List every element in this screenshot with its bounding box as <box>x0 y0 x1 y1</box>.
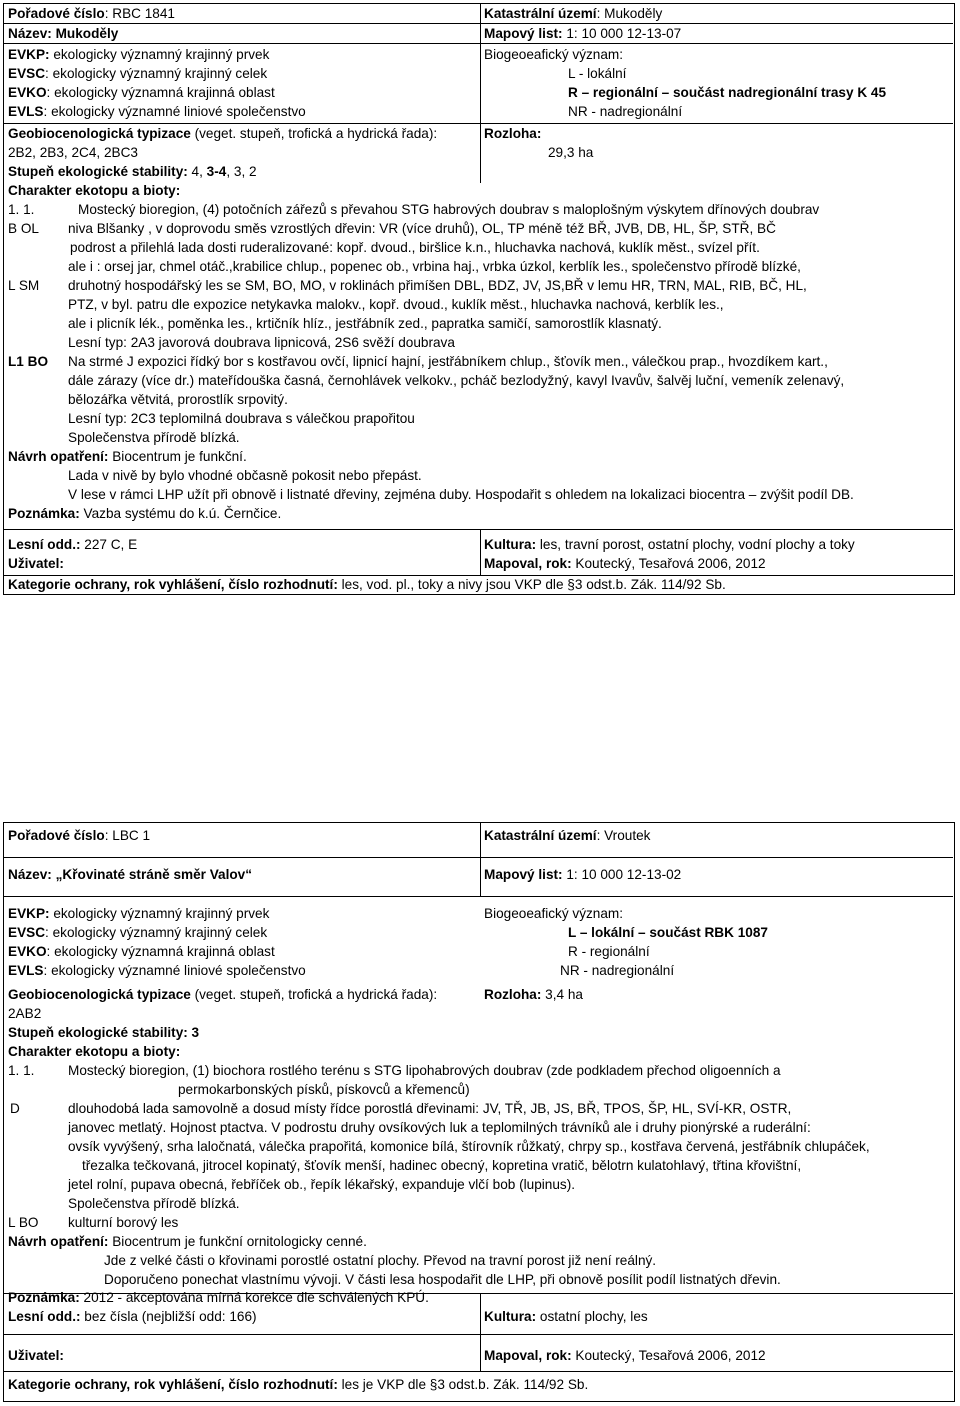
ecotope-code: L BO <box>8 1215 39 1230</box>
ecotope-code: L SM <box>8 278 40 293</box>
column-divider <box>480 1293 481 1371</box>
forest-unit: Lesní odd.: bez čísla (nejbližší odd: 166) <box>8 1309 257 1324</box>
typology-values: 2B2, 2B3, 2C4, 2BC3 <box>8 145 138 160</box>
ecotope-text: Společenstva přírodě blízká. <box>68 1196 240 1211</box>
ecotope-text: PTZ, v byl. patru dle expozice netykavka malokv., kopř. dvoud., kuklík měst., hluchavka nachová, kerblík les., <box>68 297 724 312</box>
evsc-line: EVSC: ekologicky významný krajinný celek <box>8 925 268 940</box>
ecotope-text: kulturní borový les <box>68 1215 179 1230</box>
land-use: Kultura: ostatní plochy, les <box>484 1309 648 1324</box>
evsc-line: EVSC: ekologicky významný krajinný celek <box>8 66 268 81</box>
typology-values: 2AB2 <box>8 1006 42 1021</box>
ecotope-text: janovec metlatý. Hojnost ptactva. V podrostu druhy ovsíkových luk a teplomilných trávníků ale i druhy pionýrské a ruderální: <box>68 1120 811 1135</box>
ecotope-text: niva Blšanky , v doprovodu směs vzrostlých dřevin: VR (více druhů), OL, TP méně též BŘ, JVB, DB, HL, ŠP, STŘ, BČ <box>68 221 776 236</box>
evls-line: EVLS: ekologicky významné liniové společenstvo <box>8 104 306 119</box>
evkp-line: EVKP: ekologicky významný krajinný prvek <box>8 906 270 921</box>
record-name: Název: Mukoděly <box>8 26 119 41</box>
ecotope-text: ale i plicník lék., poměnka les., krtičník hlíz., jestřábník zed., papratka samičí, samorostlík klasnatý. <box>68 316 662 331</box>
note: Poznámka: 2012 - akceptována mírná korekce dle schválených KPÚ. <box>8 1290 429 1305</box>
protection-category: Kategorie ochrany, rok vyhlášení, číslo rozhodnutí: les je VKP dle §3 odst.b. Zák. 114/92 Sb. <box>8 1377 589 1392</box>
biogeo-label: Biogeoeafický význam: <box>484 47 624 62</box>
ecotope-text: Mostecký bioregion, (1) biochora rostlého terénu s STG lipohabrových doubrav (zde podkladem přechod oligoenních a <box>68 1063 781 1078</box>
geobiocenological-typology: Geobiocenologická typizace (veget. stupeň, trofická a hydrická řada): <box>8 126 438 141</box>
column-divider <box>480 4 481 183</box>
cadastral-area: Katastrální území: Mukoděly <box>484 6 663 21</box>
area-label: Rozloha: <box>484 126 542 141</box>
cadastral-area: Katastrální území: Vroutek <box>484 828 651 843</box>
record-card-rbc-1841 <box>3 3 955 595</box>
ecotope-text: dlouhodobá lada samovolně a dosud místy řídce porostlá dřevinami: JV, TŘ, JB, JS, BŘ, TPOS, ŠP, HL, SVÍ-KR, OSTR, <box>68 1101 792 1116</box>
evkp-line: EVKP: ekologicky významný krajinný prvek <box>8 47 270 62</box>
record-number: Pořadové číslo: RBC 1841 <box>8 6 175 21</box>
row-divider <box>4 1371 953 1372</box>
measure-text: Jde z velké části o křovinami porostlé ostatní plochy. Převod na travní porost již není reálný. <box>104 1253 657 1268</box>
user-label: Uživatel: <box>8 1348 64 1363</box>
ecotope-text: podrost a přilehlá lada dosti ruderalizované: kopř. dvoud., biršlice k.n., hluchavka nachová, kuklík měst., svízel přít. <box>70 240 760 255</box>
row-divider <box>4 857 953 858</box>
area-value: 29,3 ha <box>548 145 594 160</box>
ecological-stability: Stupeň ekologické stability: 4, 3-4, 3, 2 <box>8 164 257 179</box>
ecotope-text: ale i : orsej jar, chmel otáč.,krabilice chlup., popenec ob., vrbina haj., vrbka úzkol, kerblík les., společenstvo přírodě blízké, <box>68 259 801 274</box>
note: Poznámka: Vazba systému do k.ú. Černčice. <box>8 506 282 521</box>
ecotope-text: Lesní typ: 2A3 javorová doubrava lipnicová, 2S6 svěží doubrava <box>68 335 455 350</box>
area: Rozloha: 3,4 ha <box>484 987 583 1002</box>
land-use: Kultura: les, travní porost, ostatní plochy, vodní plochy a toky <box>484 537 855 552</box>
ecotope-text: Společenstva přírodě blízká. <box>68 430 240 445</box>
record-name: Název: „Křovinaté stráně směr Valov“ <box>8 867 253 882</box>
measure-text: V lese v rámci LHP užít při obnově i listnaté dřeviny, zejména duby. Hospodařit s ohledem na lokalizaci biocentra – zvýšit podíl DB. <box>68 487 854 502</box>
protection-category: Kategorie ochrany, rok vyhlášení, číslo rozhodnutí: les, vod. pl., toky a nivy jsou VKP dle §3 odst.b. Zák. 114/92 Sb. <box>8 577 726 592</box>
ecotope-text: Mostecký bioregion, (4) potočních zářezů s převahou STG habrových doubrav s maloplošným výskytem dřínových doubrav <box>78 202 820 217</box>
ecotope-code: L1 BO <box>8 354 49 369</box>
ecotope-text: dále zárazy (více dr.) mateřídouška časná, černohlávek velkokv., pcháč bezlodyžný, kavyl Ivavův, šalvěj luční, vemeník zelenavý, <box>68 373 845 388</box>
evls-line: EVLS: ekologicky významné liniové společenstvo <box>8 963 306 978</box>
ecotope-text: Lesní typ: 2C3 teplomilná doubrava s válečkou prapořitou <box>68 411 415 426</box>
row-divider <box>4 575 953 576</box>
ecotope-code: B OL <box>8 221 39 236</box>
ecotope-text: ovsík vyvýšený, srha laločnatá, válečka prapořitá, komonice bílá, štírovník růžkatý, chrpy sp., kostřava červená, jestřábník chlupáček, <box>68 1139 870 1154</box>
column-divider <box>480 823 481 896</box>
biogeo-local: L – lokální – součást RBK 1087 <box>568 925 768 940</box>
row-divider <box>4 1334 953 1335</box>
forest-unit: Lesní odd.: 227 C, E <box>8 537 138 552</box>
biogeo-supraregional: NR - nadregionální <box>568 104 683 119</box>
record-card-lbc-1 <box>3 822 955 1402</box>
biogeo-regional: R - regionální <box>568 944 650 959</box>
evko-line: EVKO: ekologicky významná krajinná oblast <box>8 944 275 959</box>
record-number: Pořadové číslo: LBC 1 <box>8 828 151 843</box>
user-label: Uživatel: <box>8 556 64 571</box>
biogeo-label: Biogeoeafický význam: <box>484 906 624 921</box>
map-sheet: Mapový list: 1: 10 000 12-13-07 <box>484 26 682 41</box>
evko-line: EVKO: ekologicky významná krajinná oblast <box>8 85 275 100</box>
column-divider <box>480 529 481 575</box>
proposed-measures: Návrh opatření: Biocentrum je funkční. <box>8 449 247 464</box>
ecotope-text: třezalka tečkovaná, jitrocel kopinatý, šťovík menší, hadinec obecný, kopretina vratič, bělotrn kulatohlavý, třtina křovištní, <box>82 1158 802 1173</box>
measure-text: Lada v nivě by bylo vhodné občasně pokosit nebo přepást. <box>68 468 422 483</box>
row-divider <box>4 896 953 897</box>
row-divider <box>4 23 953 24</box>
ecotope-text: Na strmé J expozici řídký bor s kostřavou ovčí, lipnicí hajní, jestřábníkem chlup., šťovík men., válečkou prap., hvozdíkem kart., <box>68 354 828 369</box>
row-divider <box>4 43 953 44</box>
ecotope-heading: Charakter ekotopu a bioty: <box>8 183 181 198</box>
ecotope-code: D <box>10 1101 20 1116</box>
ecotope-text: druhotný hospodářský les se SM, BO, MO, v roklinách přimíšen DBL, BDZ, JV, JS,BŘ v lemu HR, TRN, MAL, RIB, BČ, HL, <box>68 278 807 293</box>
ecotope-text: jetel rolní, pupava obecná, řebříček ob., řepík lékařský, expanduje vlčí bob (lupinus). <box>68 1177 576 1192</box>
mapped-by: Mapoval, rok: Koutecký, Tesařová 2006, 2012 <box>484 556 766 571</box>
map-sheet: Mapový list: 1: 10 000 12-13-02 <box>484 867 682 882</box>
ecological-stability: Stupeň ekologické stability: 3 <box>8 1025 200 1040</box>
row-divider <box>4 123 953 124</box>
biogeo-regional: R – regionální – součást nadregionální trasy K 45 <box>568 85 887 100</box>
ecotope-code: 1. 1. <box>8 1063 35 1078</box>
biogeo-supraregional: NR - nadregionální <box>560 963 675 978</box>
ecotope-heading: Charakter ekotopu a bioty: <box>8 1044 181 1059</box>
ecotope-text: permokarbonských písků, pískovců a křemenců) <box>178 1082 470 1097</box>
row-divider <box>4 529 953 530</box>
ecotope-code: 1. 1. <box>8 202 35 217</box>
biogeo-local: L - lokální <box>568 66 627 81</box>
measure-text: Doporučeno ponechat vlastnímu vývoji. V části lesa hospodařit dle LHP, při obnově posílit podíl listnatých dřevin. <box>104 1272 781 1287</box>
proposed-measures: Návrh opatření: Biocentrum je funkční ornitologicky cenné. <box>8 1234 367 1249</box>
mapped-by: Mapoval, rok: Koutecký, Tesařová 2006, 2012 <box>484 1348 766 1363</box>
ecotope-text: bělozářka větvitá, prorostlík srpovitý. <box>68 392 288 407</box>
geobiocenological-typology: Geobiocenologická typizace (veget. stupeň, trofická a hydrická řada): <box>8 987 438 1002</box>
